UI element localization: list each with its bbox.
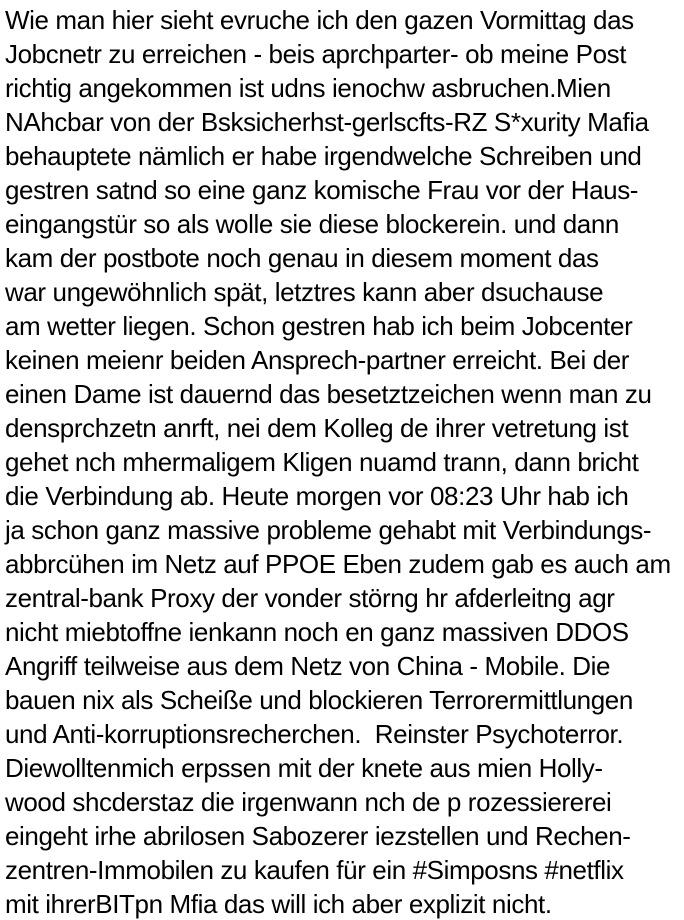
text-line: die Verbindung ab. Heute morgen vor 08:23 Uhr hab ich xyxy=(5,481,629,511)
text-line: richtig angekommen ist udns ienochw asbruchen.Mien xyxy=(5,73,611,103)
text-line: wood shcderstaz die irgenwann nch de p rozessiererei xyxy=(5,787,612,817)
text-line: Angriff teilweise aus dem Netz von China - Mobile. Die xyxy=(5,651,611,681)
text-line: behauptete nämlich er habe irgendwelche Schreiben und xyxy=(5,141,642,171)
text-line: NAhcbar von der Bsksicherhst-gerlscfts-RZ S*xurity Mafia xyxy=(5,107,649,137)
text-line: mit ihrerBITpn Mfia das will ich aber explizit nicht. xyxy=(5,889,552,919)
text-line: am wetter liegen. Schon gestren hab ich beim Jobcenter xyxy=(5,311,633,341)
document-text-block xyxy=(5,3,680,920)
text-line: einen Dame ist dauernd das besetztzeichen wenn man zu xyxy=(5,379,652,409)
text-line: densprchzetn anrft, nei dem Kolleg de ihrer vetretung ist xyxy=(5,413,629,443)
text-line: abbrcühen im Netz auf PPOE Eben zudem gab es auch am xyxy=(5,549,671,579)
text-line: Diewolltenmich erpssen mit der knete aus mien Holly- xyxy=(5,753,603,783)
text-line: nicht miebtoffne ienkann noch en ganz massiven DDOS xyxy=(5,617,629,647)
text-line: kam der postbote noch genau in diesem moment das xyxy=(5,243,599,273)
text-line: bauen nix als Scheiße und blockieren Terrorermittlungen xyxy=(5,685,633,715)
text-line: gestren satnd so eine ganz komische Frau vor der Haus- xyxy=(5,175,639,205)
text-line: zentren-Immobilen zu kaufen für ein #Simposns #netflix xyxy=(5,855,624,885)
text-line: keinen meienr beiden Ansprech-partner erreicht. Bei der xyxy=(5,345,630,375)
text-line: und Anti-korruptionsrecherchen. Reinster Psychoterror. xyxy=(5,719,624,749)
text-line: zentral-bank Proxy der vonder störng hr afderleitng agr xyxy=(5,583,615,613)
text-line: ja schon ganz massive probleme gehabt mit Verbindungs- xyxy=(5,515,652,545)
text-line: eingeht irhe abrilosen Sabozerer iezstellen und Rechen- xyxy=(5,821,631,851)
text-line: war ungewöhnlich spät, letztres kann aber dsuchause xyxy=(5,277,604,307)
text-line: gehet nch mhermaligem Kligen nuamd trann, dann bricht xyxy=(5,447,639,477)
text-line: Jobcnetr zu erreichen - beis aprchparter- ob meine Post xyxy=(5,39,627,69)
text-line: Wie man hier sieht evruche ich den gazen Vormittag das xyxy=(5,5,634,35)
text-line: eingangstür so als wolle sie diese blockerein. und dann xyxy=(5,209,619,239)
